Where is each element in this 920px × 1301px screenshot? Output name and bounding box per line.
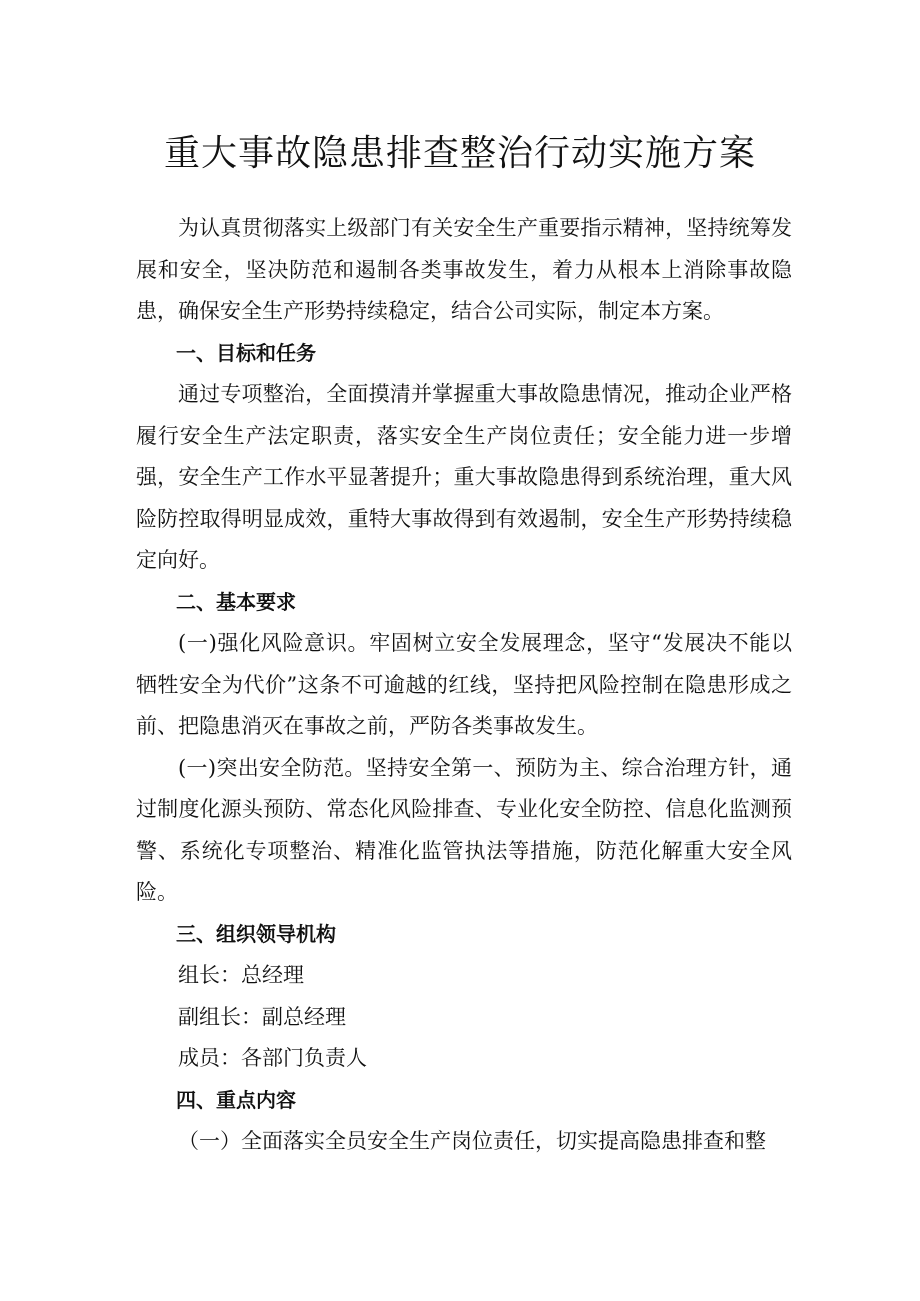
section-heading-key-content: 四、重点内容 (176, 1087, 296, 1112)
document-body (136, 208, 792, 1163)
requirement-item-safety-prevention: (一)突出安全防范。坚持安全第一、预防为主、综合治理方针，通过制度化源头预防、常态化风险排查、专业化安全防控、信息化监测预警、系统化专项整治、精准化监管执法等措施，防范化解重大安全风险。 (136, 755, 792, 904)
section-heading-goals: 一、目标和任务 (176, 340, 316, 365)
goals-paragraph: 通过专项整治，全面摸清并掌握重大事故隐患情况，推动企业严格履行安全生产法定职责，落实安全生产岗位责任；安全能力进一步增强，安全生产工作水平显著提升；重大事故隐患得到系统治理，重大风险防控取得明显成效，重特大事故得到有效遏制，安全生产形势持续稳定向好。 (136, 382, 792, 572)
intro-paragraph: 为认真贯彻落实上级部门有关安全生产重要指示精神，坚持统筹发展和安全，坚决防范和遏制各类事故发生，着力从根本上消除事故隐患，确保安全生产形势持续稳定，结合公司实际，制定本方案。 (136, 216, 792, 323)
org-leader: 组长：总经理 (178, 963, 304, 987)
section-heading-requirements: 二、基本要求 (176, 589, 296, 614)
section-heading-organization: 三、组织领导机构 (176, 921, 336, 946)
key-content-item-1: （一）全面落实全员安全生产岗位责任，切实提高隐患排查和整 (178, 1129, 766, 1153)
requirement-item-risk-awareness: (一)强化风险意识。牢固树立安全发展理念，坚守“发展决不能以牺牲安全为代价”这条不可逾越的红线，坚持把风险控制在隐患形成之前、把隐患消灭在事故之前，严防各类事故发生。 (136, 631, 792, 738)
org-members: 成员：各部门负责人 (178, 1046, 367, 1070)
org-deputy-leader: 副组长：副总经理 (178, 1004, 346, 1029)
document-title: 重大事故隐患排查整治行动实施方案 (163, 133, 756, 174)
